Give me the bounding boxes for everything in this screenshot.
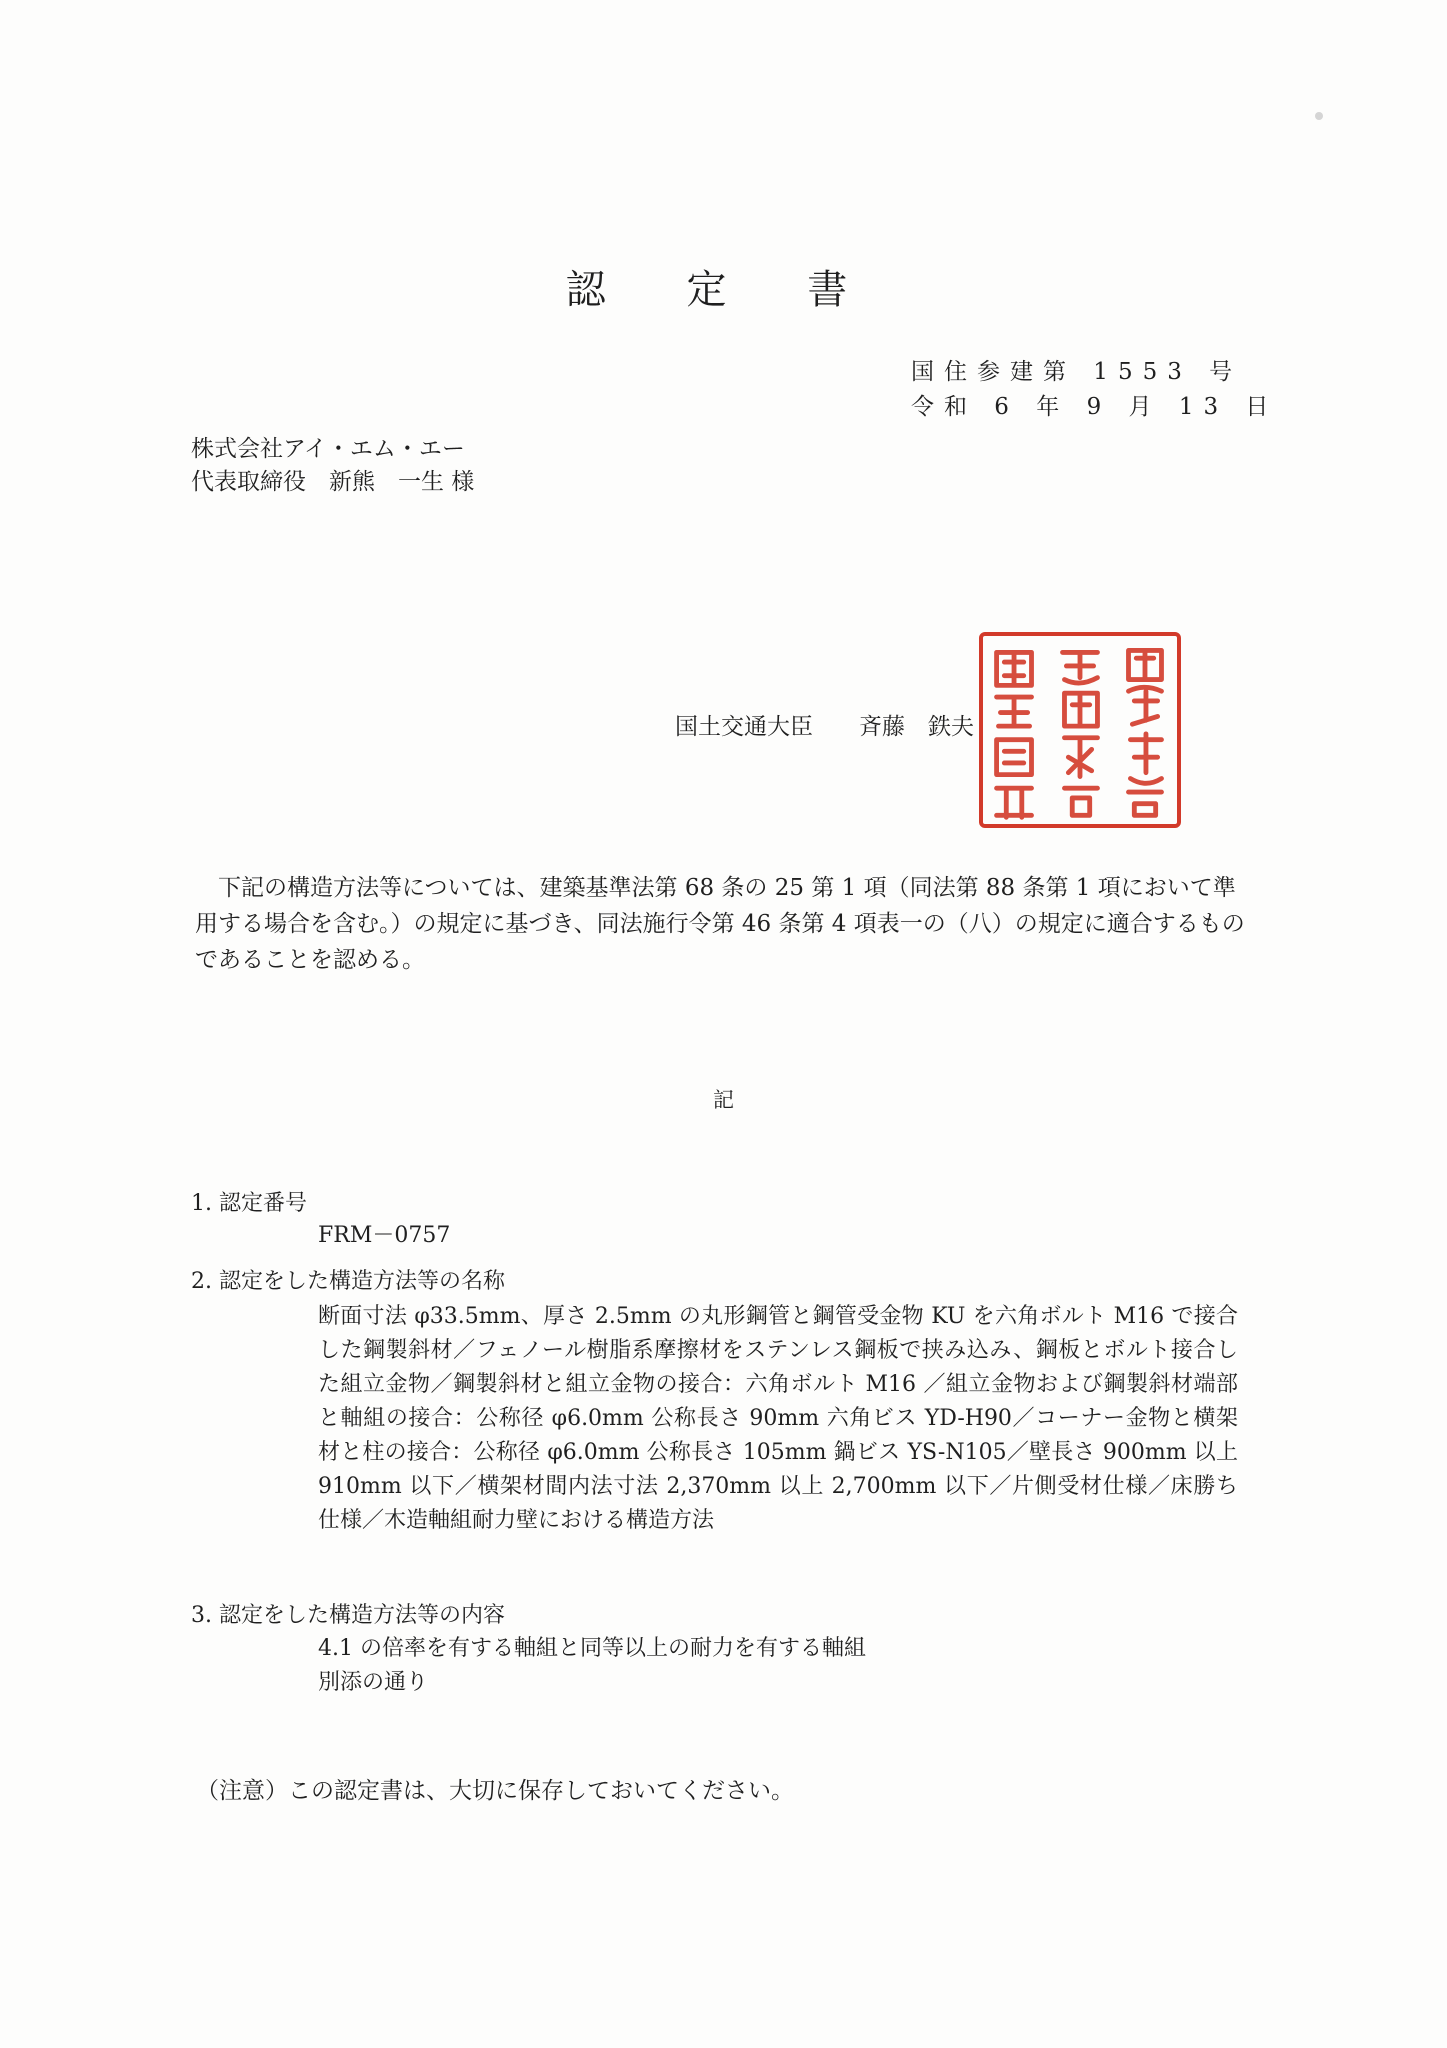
issue-date: 令和 6 年 9 月 13 日 [911,394,1279,420]
item-2-heading: 2. 認定をした構造方法等の名称 [191,1269,505,1294]
item-3-heading: 3. 認定をした構造方法等の内容 [191,1603,505,1628]
scan-speck [1315,112,1323,120]
ki-heading: 記 [713,1088,734,1112]
certification-statement: 下記の構造方法等については、建築基準法第 68 条の 25 第 1 項（同法第 88 条第 1 項において準用する場合を含む。）の規定に基づき、同法施行令第 46 条第 4 項表一の（八）の規定に適合するものであることを認める。 [195,875,1245,973]
recipient-company: 株式会社アイ・エム・エー [191,436,465,462]
reference-number: 国住参建第 1553 号 [911,359,1243,385]
item-3-content-line-1: 4.1 の倍率を有する軸組と同等以上の耐力を有する軸組 [318,1636,866,1661]
issuer-name: 国土交通大臣 斉藤 鉄夫 [675,714,974,740]
seal-icon [983,636,1177,824]
caution-note: （注意）この認定書は、大切に保存しておいてください。 [196,1778,794,1804]
official-seal-stamp [979,632,1181,828]
document-title: 認 定 書 [565,267,882,313]
item-1-heading: 1. 認定番号 [191,1191,307,1216]
item-1-content: FRM－0757 [318,1223,451,1248]
recipient-person: 代表取締役 新熊 一生 様 [191,469,475,495]
item-3-content-line-2: 別添の通り [318,1670,429,1695]
item-2-content: 断面寸法 φ33.5mm、厚さ 2.5mm の丸形鋼管と鋼管受金物 KU を六角ボルト M16 で接合した鋼製斜材／フェノール樹脂系摩擦材をステンレス鋼板で挟み込み、鋼板とボルト接合した組立金物／鋼製斜材と組立金物の接合：六角ボルト M16 ／組立金物および鋼製斜材端部と軸組の接合：公称径 φ6.0mm 公称長さ 90mm 六角ビス YD-H90／コーナー金物と横架材と柱の接合：公称径 φ6.0mm 公称長さ 105mm 鍋ビス YS-N105／壁長さ 900mm 以上 910mm 以下／横架材間内法寸法 2,370mm 以上 2,700mm 以下／片側受材仕様／床勝ち仕様／木造軸組耐力壁における構造方法 [318,1304,1238,1533]
